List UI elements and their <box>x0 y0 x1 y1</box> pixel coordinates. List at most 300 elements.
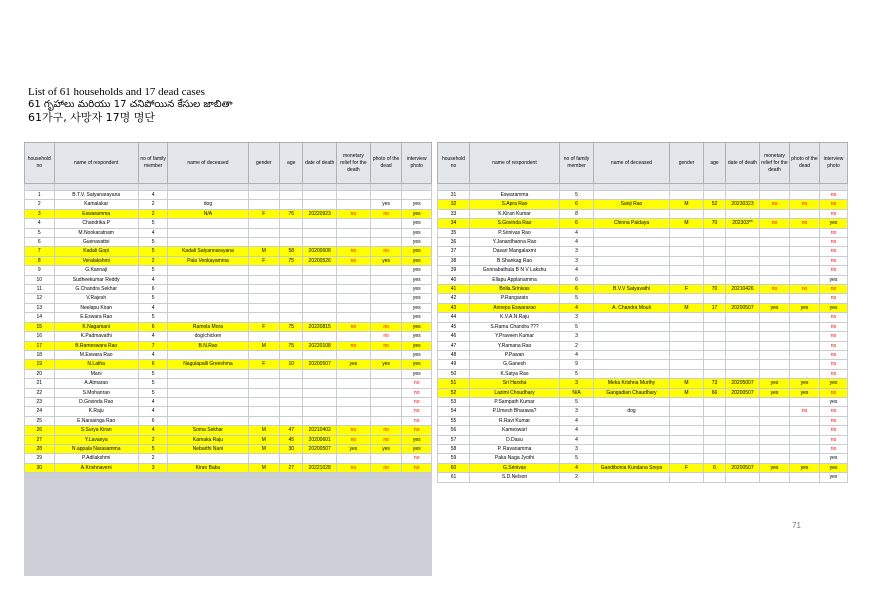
cell-relief <box>760 444 790 453</box>
cell-interview-photo: no <box>820 332 848 341</box>
cell-interview-photo: yes <box>820 219 848 228</box>
cell-respondent: Kamalakar <box>54 200 138 209</box>
cell-relief <box>760 350 790 359</box>
cell-interview-photo: yes <box>402 285 432 294</box>
table-row <box>25 200 432 209</box>
header-interview-photo: interview photo <box>820 143 848 184</box>
cell-household-no: 17 <box>25 341 55 350</box>
cell-age <box>704 369 726 378</box>
cell-deceased <box>594 369 670 378</box>
table-row <box>25 266 432 275</box>
cell-relief: yes <box>337 360 371 369</box>
cell-photo <box>370 294 402 303</box>
cell-gender <box>670 360 704 369</box>
cell-relief <box>760 228 790 237</box>
cell-age <box>704 266 726 275</box>
cell-interview-photo: yes <box>820 473 848 482</box>
cell-interview-photo: no <box>820 228 848 237</box>
cell-photo <box>790 397 820 406</box>
cell-household-no: 16 <box>25 332 55 341</box>
cell-age <box>280 200 303 209</box>
cell-deceased: B.V.V Satyavathi <box>594 285 670 294</box>
cell-relief <box>337 332 371 341</box>
cell-photo <box>790 313 820 322</box>
table-row <box>25 379 432 388</box>
cell-gender <box>248 275 280 284</box>
table-row <box>438 228 848 237</box>
cell-family-members: 4 <box>560 238 594 247</box>
table-row <box>25 285 432 294</box>
cell-gender <box>670 228 704 237</box>
cell-interview-photo: yes <box>402 209 432 218</box>
cell-death-date <box>303 332 337 341</box>
cell-family-members: 2 <box>138 200 168 209</box>
cell-household-no: 45 <box>438 322 470 331</box>
cell-household-no: 13 <box>25 303 55 312</box>
cell-family-members: 6 <box>560 200 594 209</box>
cell-gender <box>670 397 704 406</box>
cell-interview-photo: yes <box>402 369 432 378</box>
cell-respondent: Y.Ramana Rao <box>470 341 560 350</box>
cell-death-date <box>726 444 760 453</box>
cell-respondent: P.Umesh Bharawa? <box>470 407 560 416</box>
cell-respondent: Annepu Eswararao <box>470 303 560 312</box>
cell-photo <box>790 228 820 237</box>
cell-gender: M <box>670 303 704 312</box>
cell-family-members: 4 <box>138 332 168 341</box>
cell-family-members: 6 <box>138 285 168 294</box>
cell-relief <box>337 369 371 378</box>
cell-deceased: N/A <box>168 209 248 218</box>
header-relief: monetary relief for the death <box>760 143 790 184</box>
cell-household-no: 52 <box>438 388 470 397</box>
cell-household-no: 57 <box>438 435 470 444</box>
cell-interview-photo: yes <box>820 397 848 406</box>
cell-photo <box>790 275 820 284</box>
cell-deceased <box>594 228 670 237</box>
cell-age <box>280 416 303 425</box>
cell-deceased <box>594 322 670 331</box>
cell-deceased <box>594 397 670 406</box>
cell-photo: no <box>370 426 402 435</box>
cell-family-members: 5 <box>138 379 168 388</box>
cell-household-no: 48 <box>438 350 470 359</box>
cell-death-date: 20220108 <box>303 341 337 350</box>
cell-age <box>704 397 726 406</box>
header-respondent: name of respondent <box>470 143 560 184</box>
cell-gender <box>248 397 280 406</box>
cell-household-no: 51 <box>438 379 470 388</box>
cell-household-no: 23 <box>25 397 55 406</box>
spacer-cell <box>337 184 371 191</box>
cell-interview-photo: no <box>402 397 432 406</box>
cell-gender <box>670 435 704 444</box>
cell-deceased: Meka Krishna Murthy <box>594 379 670 388</box>
cell-age <box>704 360 726 369</box>
cell-age <box>280 350 303 359</box>
cell-household-no: 39 <box>438 266 470 275</box>
cell-household-no: 47 <box>438 341 470 350</box>
header-household-no: household no <box>438 143 470 184</box>
cell-interview-photo: no <box>820 360 848 369</box>
table-row <box>25 256 432 265</box>
cell-family-members: 3 <box>560 313 594 322</box>
cell-relief <box>760 191 790 200</box>
cell-age: 30 <box>280 444 303 453</box>
spacer-cell <box>438 184 470 191</box>
cell-relief <box>760 426 790 435</box>
cell-interview-photo: no <box>820 388 848 397</box>
cell-relief <box>337 303 371 312</box>
cell-interview-photo: yes <box>402 219 432 228</box>
cell-gender <box>670 416 704 425</box>
cell-deceased <box>594 238 670 247</box>
cell-gender: M <box>670 200 704 209</box>
table-row <box>438 416 848 425</box>
table-row <box>438 341 848 350</box>
cell-deceased <box>168 407 248 416</box>
cell-relief: no <box>760 200 790 209</box>
cell-interview-photo: no <box>820 238 848 247</box>
cell-gender: M <box>670 219 704 228</box>
cell-deceased: Kamaka Raju <box>168 435 248 444</box>
cell-gender <box>248 388 280 397</box>
cell-death-date <box>726 238 760 247</box>
table-row <box>25 313 432 322</box>
table-row <box>25 209 432 218</box>
cell-household-no: 2 <box>25 200 55 209</box>
cell-photo <box>790 360 820 369</box>
cell-death-date <box>726 407 760 416</box>
cell-gender <box>248 350 280 359</box>
cell-respondent: Kadali Gopi <box>54 247 138 256</box>
cell-respondent: P.Sampath Kumar <box>470 397 560 406</box>
cell-deceased <box>168 303 248 312</box>
cell-family-members: 4 <box>138 407 168 416</box>
table-row <box>438 444 848 453</box>
cell-deceased: Ramola Mora <box>168 322 248 331</box>
table-row <box>25 341 432 350</box>
cell-gender <box>248 285 280 294</box>
table-body-right <box>438 184 848 483</box>
cell-photo: no <box>370 332 402 341</box>
cell-death-date: 20220923 <box>303 209 337 218</box>
cell-interview-photo: yes <box>402 247 432 256</box>
table-header-row <box>438 143 848 184</box>
spacer-cell <box>168 184 248 191</box>
cell-interview-photo: yes <box>402 435 432 444</box>
cell-household-no: 37 <box>438 247 470 256</box>
cell-death-date <box>303 303 337 312</box>
cell-household-no: 1 <box>25 191 55 200</box>
cell-respondent: E.Narasinga Rao <box>54 416 138 425</box>
cell-respondent: S.Govinda Rao <box>470 219 560 228</box>
cell-family-members: 2 <box>138 435 168 444</box>
cell-respondent: S.D.Nelson <box>470 473 560 482</box>
cell-family-members: 5 <box>138 369 168 378</box>
cell-household-no: 18 <box>25 350 55 359</box>
cell-photo: yes <box>790 388 820 397</box>
cell-respondent: Chandrika.P <box>54 219 138 228</box>
cell-gender <box>670 191 704 200</box>
cell-gender <box>248 416 280 425</box>
table-row <box>25 407 432 416</box>
cell-interview-photo: yes <box>820 454 848 463</box>
cell-photo <box>790 332 820 341</box>
table-row <box>438 238 848 247</box>
cell-deceased: Nebarthi Nani <box>168 444 248 453</box>
title-telugu: 61 గృహాలు మరియు 17 చనిపోయిన కేసుల జాబితా <box>28 99 233 110</box>
cell-interview-photo: no <box>402 426 432 435</box>
cell-deceased <box>594 454 670 463</box>
spacer-cell <box>25 184 55 191</box>
cell-household-no: 15 <box>25 322 55 331</box>
cell-death-date <box>303 294 337 303</box>
cell-gender <box>670 275 704 284</box>
cell-deceased <box>594 275 670 284</box>
cell-death-date <box>303 313 337 322</box>
table-row <box>438 200 848 209</box>
cell-age: 70 <box>704 219 726 228</box>
cell-family-members: 4 <box>560 435 594 444</box>
cell-interview-photo: yes <box>402 332 432 341</box>
cell-deceased <box>594 426 670 435</box>
cell-family-members: 4 <box>138 303 168 312</box>
cell-death-date <box>726 341 760 350</box>
cell-deceased <box>168 285 248 294</box>
cell-household-no: 12 <box>25 294 55 303</box>
cell-respondent: Lazimi Choudhary <box>470 388 560 397</box>
cell-death-date: 202303** <box>726 219 760 228</box>
cell-interview-photo: yes <box>402 313 432 322</box>
cell-gender <box>670 247 704 256</box>
cell-death-date: 20210426 <box>726 285 760 294</box>
cell-photo: yes <box>790 379 820 388</box>
table-row <box>25 369 432 378</box>
cell-age: 10 <box>280 360 303 369</box>
cell-respondent: S.Surya Kiran <box>54 426 138 435</box>
cell-death-date <box>726 426 760 435</box>
header-respondent: name of respondent <box>54 143 138 184</box>
table-row <box>438 473 848 482</box>
cell-deceased <box>168 379 248 388</box>
cell-age <box>704 256 726 265</box>
cell-deceased <box>168 369 248 378</box>
cell-interview-photo: no <box>820 369 848 378</box>
title-english: List of 61 households and 17 dead cases <box>28 86 205 98</box>
table-row <box>25 463 432 472</box>
cell-respondent: A.Atmarao <box>54 379 138 388</box>
cell-age <box>704 294 726 303</box>
cell-photo <box>790 247 820 256</box>
cell-interview-photo: yes <box>402 294 432 303</box>
cell-photo <box>370 285 402 294</box>
cell-age: 52 <box>704 200 726 209</box>
table-row <box>438 256 848 265</box>
table-row <box>438 454 848 463</box>
header-photo: photo of the dead <box>370 143 402 184</box>
cell-death-date <box>303 191 337 200</box>
cell-respondent: G.Srinivas <box>470 463 560 472</box>
cell-household-no: 36 <box>438 238 470 247</box>
cell-photo <box>790 322 820 331</box>
cell-deceased <box>168 350 248 359</box>
cell-family-members: 6 <box>138 416 168 425</box>
cell-age: 58 <box>280 247 303 256</box>
cell-respondent: Y.Janardhanna Rao <box>470 238 560 247</box>
cell-age: 75 <box>280 322 303 331</box>
cell-deceased <box>168 388 248 397</box>
cell-gender <box>670 454 704 463</box>
spacer-cell <box>760 184 790 191</box>
cell-deceased: A. Chandra Mouli <box>594 303 670 312</box>
cell-deceased <box>594 444 670 453</box>
cell-death-date <box>303 228 337 237</box>
cell-family-members: 4 <box>138 228 168 237</box>
cell-interview-photo: no <box>820 209 848 218</box>
cell-photo <box>370 219 402 228</box>
cell-gender <box>670 238 704 247</box>
cell-gender <box>248 266 280 275</box>
households-table-left <box>24 142 432 473</box>
cell-family-members: 5 <box>138 388 168 397</box>
cell-photo <box>370 379 402 388</box>
cell-family-members: 3 <box>560 332 594 341</box>
cell-age <box>280 238 303 247</box>
cell-deceased <box>168 294 248 303</box>
cell-family-members: 4 <box>560 416 594 425</box>
cell-relief <box>760 322 790 331</box>
cell-photo <box>790 369 820 378</box>
cell-death-date <box>726 454 760 463</box>
cell-gender: F <box>670 285 704 294</box>
cell-family-members: 6 <box>560 285 594 294</box>
cell-age <box>280 388 303 397</box>
cell-death-date <box>303 407 337 416</box>
cell-relief <box>337 379 371 388</box>
cell-gender <box>670 313 704 322</box>
cell-household-no: 53 <box>438 397 470 406</box>
cell-gender <box>670 256 704 265</box>
cell-age <box>280 219 303 228</box>
cell-age <box>704 332 726 341</box>
cell-interview-photo <box>402 191 432 200</box>
cell-death-date <box>726 266 760 275</box>
cell-respondent: K.Padmavathi <box>54 332 138 341</box>
cell-age <box>704 444 726 453</box>
cell-family-members: 4 <box>560 303 594 312</box>
cell-interview-photo: yes <box>402 256 432 265</box>
cell-relief: yes <box>760 379 790 388</box>
cell-death-date: 20200601 <box>303 435 337 444</box>
cell-death-date <box>726 350 760 359</box>
table-row <box>438 313 848 322</box>
cell-respondent: S.Ramu Chandra ??? <box>470 322 560 331</box>
table-body-left <box>25 184 432 473</box>
cell-household-no: 30 <box>25 463 55 472</box>
cell-photo <box>370 388 402 397</box>
cell-death-date <box>726 416 760 425</box>
cell-respondent: Y.Lavanya <box>54 435 138 444</box>
cell-family-members: 3 <box>560 444 594 453</box>
cell-gender: M <box>248 463 280 472</box>
cell-relief: no <box>337 463 371 472</box>
cell-death-date: 20205007 <box>726 379 760 388</box>
cell-family-members: 5 <box>560 322 594 331</box>
cell-death-date <box>303 454 337 463</box>
cell-relief <box>760 407 790 416</box>
cell-photo: no <box>370 435 402 444</box>
cell-gender: M <box>670 379 704 388</box>
cell-family-members: 5 <box>138 238 168 247</box>
cell-death-date: 20200507 <box>303 360 337 369</box>
table-row <box>438 350 848 359</box>
cell-deceased <box>594 294 670 303</box>
spacer-cell <box>303 184 337 191</box>
cell-gender: M <box>248 426 280 435</box>
cell-age: 73 <box>704 379 726 388</box>
cell-household-no: 60 <box>438 463 470 472</box>
cell-gender: F <box>248 256 280 265</box>
cell-deceased <box>594 247 670 256</box>
cell-deceased: Pala Venkayamma <box>168 256 248 265</box>
cell-deceased: Soma Sekhar <box>168 426 248 435</box>
cell-photo: no <box>790 407 820 416</box>
cell-family-members: 4 <box>560 426 594 435</box>
cell-death-date: 20210402 <box>303 426 337 435</box>
title-block <box>28 86 233 125</box>
cell-household-no: 9 <box>25 266 55 275</box>
cell-household-no: 28 <box>25 444 55 453</box>
table-row <box>438 369 848 378</box>
cell-deceased: Kadali Satyannarayana <box>168 247 248 256</box>
cell-respondent: R.Ravi Kumar <box>470 416 560 425</box>
cell-deceased <box>168 219 248 228</box>
cell-deceased <box>594 191 670 200</box>
cell-gender <box>670 266 704 275</box>
spacer-cell <box>138 184 168 191</box>
cell-interview-photo: yes <box>402 322 432 331</box>
cell-gender: F <box>248 360 280 369</box>
cell-household-no: 33 <box>438 209 470 218</box>
cell-respondent: Guenavattsi <box>54 238 138 247</box>
cell-deceased <box>168 238 248 247</box>
table-row <box>438 360 848 369</box>
cell-interview-photo: no <box>820 294 848 303</box>
header-age: age <box>704 143 726 184</box>
cell-family-members: 4 <box>560 228 594 237</box>
cell-family-members: 2 <box>138 209 168 218</box>
cell-household-no: 6 <box>25 238 55 247</box>
cell-photo <box>790 341 820 350</box>
cell-respondent: E.Eswara Rao <box>54 313 138 322</box>
cell-interview-photo: yes <box>820 379 848 388</box>
cell-death-date <box>303 350 337 359</box>
cell-household-no: 26 <box>25 426 55 435</box>
cell-photo: no <box>370 341 402 350</box>
cell-deceased: Gandibonia Kundana Sreya <box>594 463 670 472</box>
cell-age <box>704 247 726 256</box>
cell-relief <box>760 473 790 482</box>
table-row <box>25 247 432 256</box>
cell-respondent: P.Srinivas Rao <box>470 228 560 237</box>
table-row <box>438 322 848 331</box>
cell-age <box>704 350 726 359</box>
cell-household-no: 20 <box>25 369 55 378</box>
table-header-row <box>25 143 432 184</box>
cell-family-members: 5 <box>138 444 168 453</box>
cell-photo <box>790 473 820 482</box>
